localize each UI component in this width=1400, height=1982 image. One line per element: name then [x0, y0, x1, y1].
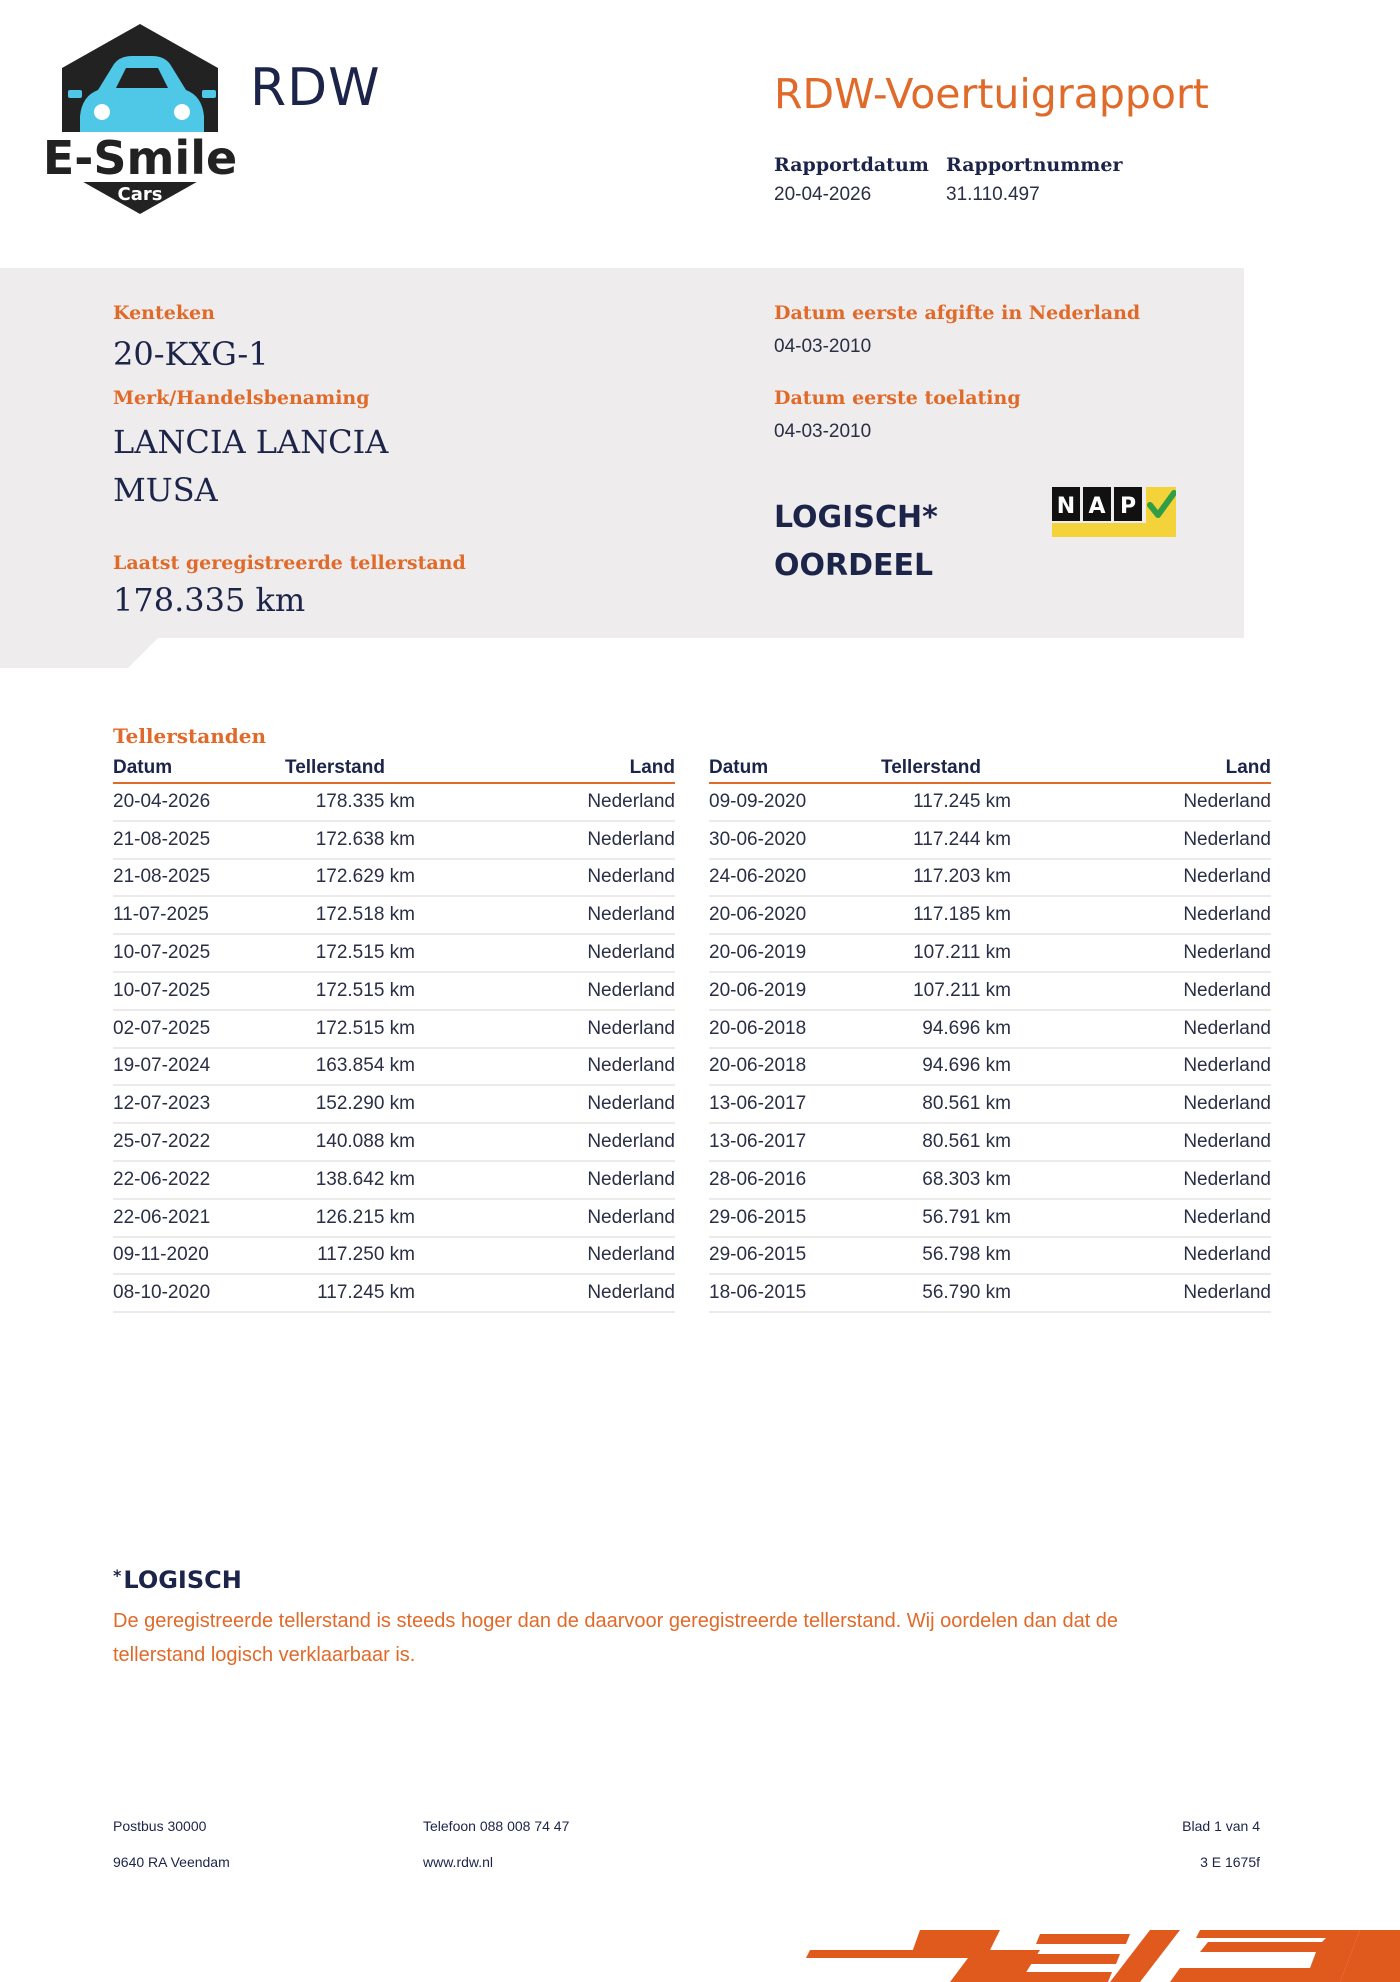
verdict — [774, 494, 938, 590]
row-datum: 20-04-2026 — [113, 790, 211, 812]
row-land: Nederland — [1183, 790, 1271, 812]
verdict-line1: LOGISCH* — [774, 500, 938, 535]
header-land: Land — [1225, 757, 1271, 778]
table-row — [113, 1049, 675, 1087]
row-datum: 19-07-2024 — [113, 1055, 211, 1077]
row-datum: 20-06-2018 — [709, 1055, 807, 1077]
kenteken-label: Kenteken — [113, 302, 215, 324]
kenteken-value: 20-KXG-1 — [113, 335, 269, 373]
tellerstand-value: 178.335 km — [113, 581, 306, 619]
row-tellerstand: 152.290 km — [315, 1093, 415, 1115]
row-land: Nederland — [587, 1168, 675, 1190]
row-datum: 30-06-2020 — [709, 828, 807, 850]
logo-brand: E-Smile — [42, 131, 238, 185]
row-datum: 20-06-2019 — [709, 979, 807, 1001]
tellerstanden-title: Tellerstanden — [113, 724, 267, 748]
row-land: Nederland — [1183, 904, 1271, 926]
row-tellerstand: 117.250 km — [317, 1244, 415, 1266]
row-tellerstand: 80.561 km — [922, 1093, 1011, 1115]
rdw-stripes-mark — [800, 1920, 1400, 1982]
row-land: Nederland — [1183, 1017, 1271, 1039]
rapportdatum-block — [774, 154, 929, 206]
row-datum: 21-08-2025 — [113, 828, 211, 850]
footer-code: 3 E 1675f — [1200, 1854, 1260, 1870]
toelating-label: Datum eerste toelating — [774, 387, 1021, 409]
footer-page: Blad 1 van 4 — [1182, 1818, 1260, 1834]
table-row — [113, 1275, 675, 1313]
row-datum: 25-07-2022 — [113, 1131, 211, 1153]
table-row — [113, 1162, 675, 1200]
table-row — [709, 1238, 1271, 1276]
toelating-value: 04-03-2010 — [774, 421, 872, 442]
footer-phone: Telefoon 088 008 74 47 — [423, 1818, 570, 1834]
rapportdatum-value: 20-04-2026 — [774, 184, 872, 205]
rapportnummer-value: 31.110.497 — [946, 184, 1040, 205]
row-tellerstand: 68.303 km — [922, 1168, 1011, 1190]
rapportnummer-label: Rapportnummer — [946, 154, 1123, 176]
row-land: Nederland — [587, 979, 675, 1001]
row-datum: 20-06-2019 — [709, 942, 807, 964]
row-datum: 13-06-2017 — [709, 1131, 807, 1153]
table-row — [709, 1275, 1271, 1313]
row-land: Nederland — [587, 1206, 675, 1228]
table-row — [709, 822, 1271, 860]
row-datum: 24-06-2020 — [709, 866, 807, 888]
row-land: Nederland — [587, 1244, 675, 1266]
row-land: Nederland — [1183, 1282, 1271, 1304]
tellerstanden-table-right — [709, 756, 1271, 1313]
table-row — [113, 784, 675, 822]
table-row — [709, 860, 1271, 898]
verdict-line2: OORDEEL — [774, 548, 934, 583]
rapportdatum-label: Rapportdatum — [774, 154, 929, 176]
row-datum: 09-11-2020 — [113, 1244, 209, 1266]
table-row — [113, 822, 675, 860]
row-land: Nederland — [587, 790, 675, 812]
report-title: RDW-Voertuigrapport — [774, 70, 1209, 118]
table-row — [709, 897, 1271, 935]
row-land: Nederland — [1183, 979, 1271, 1001]
row-tellerstand: 56.790 km — [922, 1282, 1011, 1304]
row-land: Nederland — [1183, 1168, 1271, 1190]
nap-letter-a: A — [1088, 494, 1106, 519]
row-tellerstand: 107.211 km — [913, 942, 1011, 964]
row-datum: 11-07-2025 — [113, 904, 209, 926]
table-row — [113, 860, 675, 898]
footer-address: 9640 RA Veendam — [113, 1854, 230, 1870]
table-row — [113, 973, 675, 1011]
footnote-text: De geregistreerde tellerstand is steeds hoger dan de daarvoor geregistreerde tellerstand. Wij oordelen dan dat de tellerstand logisch verklaarbaar is. — [113, 1610, 1119, 1666]
table-row — [113, 1200, 675, 1238]
row-datum: 20-06-2018 — [709, 1017, 807, 1039]
table-header — [113, 756, 675, 784]
row-land: Nederland — [587, 1055, 675, 1077]
row-tellerstand: 172.515 km — [315, 942, 415, 964]
row-datum: 28-06-2016 — [709, 1168, 807, 1190]
row-tellerstand: 172.518 km — [315, 904, 415, 926]
footnote-star: * — [113, 1566, 122, 1585]
row-datum: 22-06-2022 — [113, 1168, 211, 1190]
nap-logo — [1052, 487, 1176, 537]
footer-web[interactable]: www.rdw.nl — [423, 1854, 494, 1870]
row-land: Nederland — [1183, 1244, 1271, 1266]
row-land: Nederland — [587, 1017, 675, 1039]
row-land: Nederland — [1183, 1055, 1271, 1077]
row-tellerstand: 117.245 km — [913, 790, 1011, 812]
row-tellerstand: 117.245 km — [317, 1282, 415, 1304]
row-land: Nederland — [1183, 1093, 1271, 1115]
rapportnummer-block — [946, 154, 1123, 206]
row-datum: 29-06-2015 — [709, 1244, 807, 1266]
table-row — [709, 935, 1271, 973]
row-datum: 02-07-2025 — [113, 1017, 211, 1039]
row-datum: 12-07-2023 — [113, 1093, 211, 1115]
footer-postbus: Postbus 30000 — [113, 1818, 207, 1834]
row-land: Nederland — [587, 942, 675, 964]
header-datum: Datum — [709, 757, 769, 778]
table-row — [709, 1049, 1271, 1087]
row-datum: 20-06-2020 — [709, 904, 807, 926]
row-tellerstand: 172.638 km — [315, 828, 415, 850]
afgifte-value: 04-03-2010 — [774, 336, 872, 357]
merk-value-line1: LANCIA LANCIA — [113, 423, 389, 461]
afgifte-label: Datum eerste afgifte in Nederland — [774, 302, 1141, 324]
table-row — [709, 1086, 1271, 1124]
table-row — [113, 1086, 675, 1124]
nap-letter-n: N — [1056, 494, 1076, 519]
panel-notch — [0, 636, 160, 668]
merk-label: Merk/Handelsbenaming — [113, 387, 370, 409]
row-land: Nederland — [1183, 866, 1271, 888]
row-tellerstand: 126.215 km — [315, 1206, 415, 1228]
row-tellerstand: 107.211 km — [913, 979, 1011, 1001]
footnote-title-text: LOGISCH — [123, 1566, 242, 1594]
table-row — [113, 1238, 675, 1276]
table-header — [709, 756, 1271, 784]
row-land: Nederland — [587, 1131, 675, 1153]
table-row — [709, 784, 1271, 822]
row-datum: 21-08-2025 — [113, 866, 211, 888]
table-row — [113, 935, 675, 973]
row-tellerstand: 172.629 km — [315, 866, 415, 888]
esmile-cars-logo — [40, 20, 240, 220]
header-tellerstand: Tellerstand — [881, 757, 981, 778]
logo-sub: Cars — [117, 184, 163, 205]
row-tellerstand: 80.561 km — [922, 1131, 1011, 1153]
row-tellerstand: 138.642 km — [315, 1168, 415, 1190]
table-row — [709, 1200, 1271, 1238]
row-datum: 08-10-2020 — [113, 1282, 211, 1304]
row-datum: 13-06-2017 — [709, 1093, 807, 1115]
rdw-wordmark: RDW — [250, 58, 381, 118]
row-datum: 22-06-2021 — [113, 1206, 211, 1228]
row-tellerstand: 94.696 km — [922, 1017, 1011, 1039]
table-row — [709, 1011, 1271, 1049]
row-datum: 29-06-2015 — [709, 1206, 807, 1228]
row-tellerstand: 163.854 km — [315, 1055, 415, 1077]
row-tellerstand: 117.185 km — [913, 904, 1011, 926]
row-tellerstand: 94.696 km — [922, 1055, 1011, 1077]
row-land: Nederland — [587, 866, 675, 888]
footnote-title — [113, 1566, 242, 1594]
row-land: Nederland — [1183, 828, 1271, 850]
row-datum: 10-07-2025 — [113, 942, 211, 964]
header-datum: Datum — [113, 757, 173, 778]
merk-value-line2: MUSA — [113, 471, 218, 509]
nap-letter-p: P — [1119, 494, 1137, 519]
row-land: Nederland — [587, 904, 675, 926]
row-land: Nederland — [587, 1093, 675, 1115]
row-datum: 18-06-2015 — [709, 1282, 807, 1304]
tellerstanden-table-left — [113, 756, 675, 1313]
table-row — [113, 1011, 675, 1049]
row-tellerstand: 56.798 km — [922, 1244, 1011, 1266]
table-row — [709, 973, 1271, 1011]
row-tellerstand: 140.088 km — [315, 1131, 415, 1153]
row-land: Nederland — [1183, 1131, 1271, 1153]
header-tellerstand: Tellerstand — [285, 757, 385, 778]
row-tellerstand: 172.515 km — [315, 979, 415, 1001]
row-tellerstand: 172.515 km — [315, 1017, 415, 1039]
table-row — [709, 1124, 1271, 1162]
row-land: Nederland — [1183, 942, 1271, 964]
table-row — [709, 1162, 1271, 1200]
row-tellerstand: 56.791 km — [922, 1206, 1011, 1228]
row-tellerstand: 178.335 km — [315, 790, 415, 812]
row-land: Nederland — [587, 828, 675, 850]
table-row — [113, 1124, 675, 1162]
row-tellerstand: 117.244 km — [913, 828, 1011, 850]
table-row — [113, 897, 675, 935]
row-land: Nederland — [587, 1282, 675, 1304]
header-land: Land — [629, 757, 675, 778]
row-datum: 09-09-2020 — [709, 790, 807, 812]
tellerstand-label: Laatst geregistreerde tellerstand — [113, 552, 466, 574]
row-datum: 10-07-2025 — [113, 979, 211, 1001]
row-tellerstand: 117.203 km — [913, 866, 1011, 888]
row-land: Nederland — [1183, 1206, 1271, 1228]
